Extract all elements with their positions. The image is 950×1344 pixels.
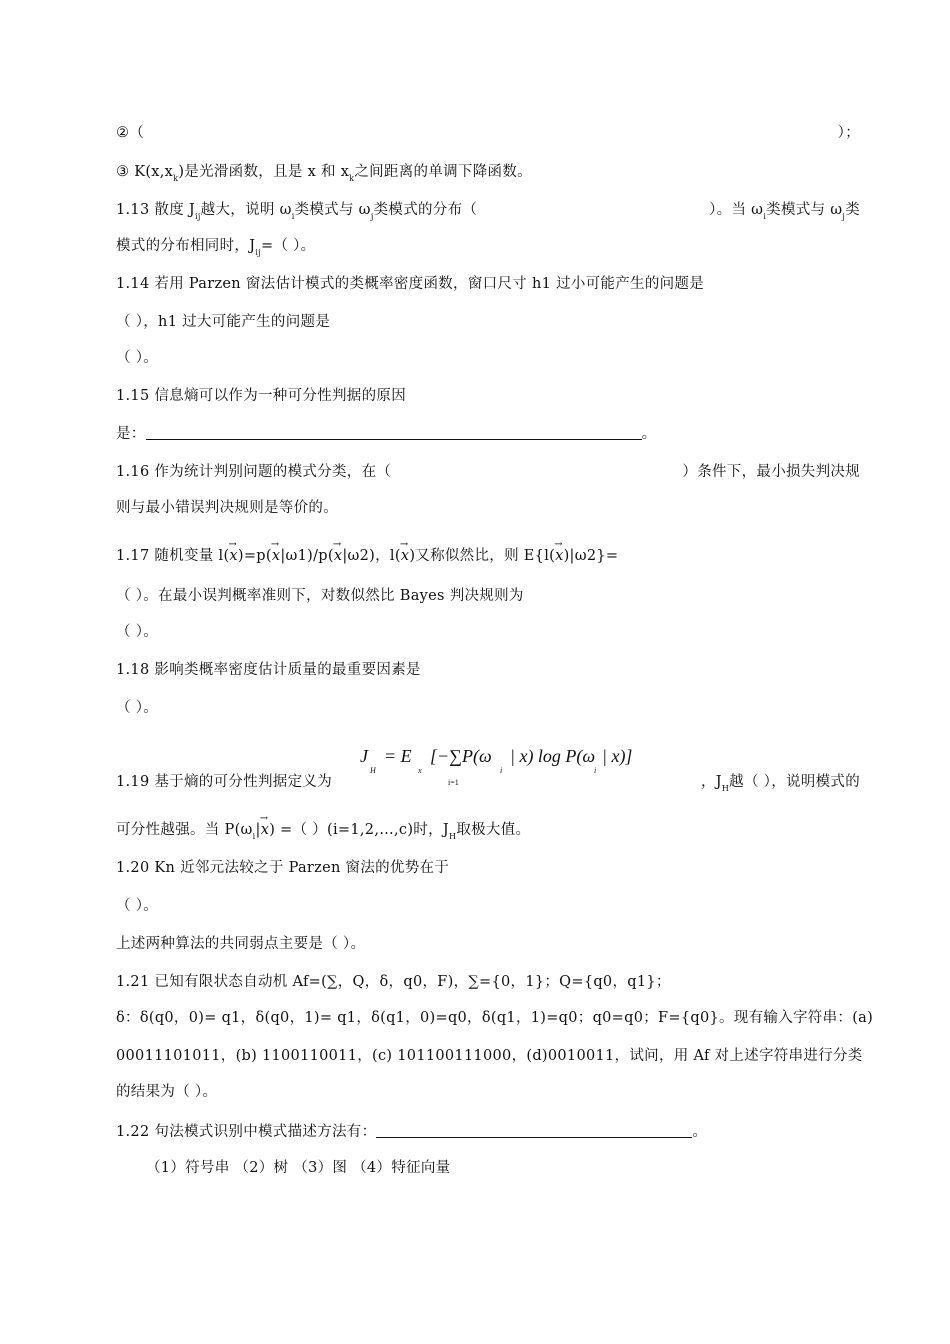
q117-line3: （ ）。 [116, 624, 159, 640]
formula-sub-i2: i [594, 766, 597, 775]
item-2-close: ）； [837, 125, 860, 141]
item-2-open: ②（ [116, 125, 145, 141]
q119-right [701, 772, 860, 792]
formula-sub-x: x [418, 766, 422, 775]
item-3-sub-k: k [173, 174, 179, 183]
formula-body: [−∑P(ω [430, 746, 492, 766]
q118-line1: 1.18 影响类概率密度估计质量的最重要因素是 [116, 662, 421, 678]
q122-answer-blank [376, 1123, 692, 1138]
formula-j: J [360, 746, 368, 766]
q119-vector-x: → x [261, 820, 269, 840]
q113-text-b: 越大，说明 ω [200, 202, 292, 218]
q115-line2 [116, 424, 656, 444]
q121-line1: 1.21 已知有限状态自动机 Af=(∑，Q，δ，q0，F)，∑={0，1}；Q={q0，q1}； [116, 974, 671, 990]
q119-line2-text-a: 可分性越强。当 P(ω [116, 822, 253, 838]
q120-line1: 1.20 Kn 近邻元法较之于 Parzen 窗法的优势在于 [116, 860, 450, 876]
q119-line2 [116, 820, 530, 840]
q119-line1 [116, 772, 860, 792]
formula-eq: = E [384, 746, 412, 766]
q113-line2 [116, 236, 315, 256]
q116-text-a: 1.16 作为统计判别问题的模式分类，在（ [116, 464, 392, 480]
q117-vector-x-5: → x [555, 546, 563, 566]
q121-line2: δ：δ(q0，0)= q1，δ(q0，1)= q1，δ(q1，0)=q0，δ(q1，1)=q0；q0=q0；F={q0}。现有输入字符串：(a) [116, 1010, 874, 1026]
q119-sub-h: H [721, 784, 730, 793]
q117-vector-x-1: → x [229, 546, 237, 566]
q119-line2-sub-i: i [252, 832, 256, 841]
q113-sub-j: j [370, 212, 374, 221]
q114-line2: （ ），h1 过大可能产生的问题是 [116, 314, 331, 330]
q120-line3: 上述两种算法的共同弱点主要是（ ）。 [116, 936, 366, 952]
q122-text: 1.22 句法模式识别中模式描述方法有： [116, 1124, 377, 1140]
formula-sub-i: i [500, 766, 503, 775]
formula-end: | x)] [602, 746, 633, 766]
q122-options: （1）符号串 （2）树 （3）图 （4）特征向量 [146, 1160, 451, 1176]
q113-text-a: 1.13 散度 J [116, 202, 196, 218]
item-3-text-c: 之间距离的单调下降函数。 [354, 164, 532, 180]
formula-mid: | x) log P(ω [510, 746, 596, 766]
q113-line1 [116, 200, 860, 220]
formula-sum-index: i=1 [448, 778, 459, 787]
entropy-formula [356, 742, 636, 787]
q113-text-d: 类模式的分布（ [373, 202, 478, 218]
q113-text-e: ）。当 ω [709, 202, 764, 218]
q117-text-c: |ω1)/p( [280, 548, 334, 564]
q117-vector-x-3: → x [334, 546, 342, 566]
q113-sub-i: i [291, 212, 295, 221]
q117-text-d: |ω2)，l( [342, 548, 401, 564]
q113-sub-i2: i [763, 212, 767, 221]
q117-text-b: )=p( [237, 548, 272, 564]
q117-line1 [116, 546, 618, 566]
item-2-line [116, 123, 860, 143]
q113-sub-ij: ij [195, 212, 201, 221]
item-3-text-a: ③ K(x,x [116, 164, 174, 180]
q119-line2-bar: | [255, 822, 261, 838]
formula-sub-h: H [370, 766, 376, 775]
q115-end: 。 [641, 426, 657, 442]
q115-line1: 1.15 信息熵可以作为一种可分性判据的原因 [116, 388, 406, 404]
item-3-line [116, 162, 532, 182]
q117-vector-x-4: → x [401, 546, 409, 566]
q121-line3: 00011101011，(b) 1100110011，(c) 101100111000，(d)0010011，试问，用 Af 对上述字符串进行分类 [116, 1048, 863, 1064]
q119-line2-text-d: 取极大值。 [456, 822, 531, 838]
q119-line2-sub-h: H [449, 832, 457, 841]
q117-vector-x-2: → x [272, 546, 280, 566]
q120-line2: （ ）。 [116, 898, 159, 914]
q113-line2-text-a: 模式的分布相同时，J [116, 238, 256, 254]
q119-line2-text-c: ) =（ ）(i=1,2,…,c)时，J [269, 822, 450, 838]
item-3-text-b: )是光滑函数，且是 x 和 x [178, 164, 350, 180]
q119-text-a: 1.19 基于熵的可分性判据定义为 [116, 774, 332, 790]
q115-prefix: 是： [116, 426, 146, 442]
q118-line2: （ ）。 [116, 700, 159, 716]
q113-sub-j2: j [842, 212, 846, 221]
q113-right [709, 200, 860, 220]
q116-text-b: ）条件下，最小损失判决规 [682, 464, 860, 480]
q119-text-b: ，J [700, 774, 722, 790]
q117-text-a: 1.17 随机变量 l( [116, 548, 230, 564]
q113-text-c: 类模式与 ω [294, 202, 371, 218]
q113-text-f: 类模式与 ω [766, 202, 843, 218]
q114-line1: 1.14 若用 Parzen 窗法估计模式的类概率密度函数，窗口尺寸 h1 过小可能产生的问题是 [116, 276, 705, 292]
q113-line2-text-b: =（ ）。 [260, 238, 316, 254]
q117-text-f: )|ω2}= [563, 548, 619, 564]
item-3-sub-k2: k [349, 174, 355, 183]
q121-line4: 的结果为（ ）。 [116, 1084, 218, 1100]
q117-text-e: )又称似然比，则 E{l( [409, 548, 556, 564]
q119-text-c: 越（ ），说明模式的 [729, 774, 860, 790]
q114-line3: （ ）。 [116, 350, 159, 366]
q115-answer-blank [146, 425, 642, 440]
q116-line2: 则与最小错误判决规则是等价的。 [116, 500, 338, 516]
q116-line1 [116, 462, 860, 482]
q113-text-g: 类 [845, 202, 860, 218]
q122-line1 [116, 1122, 707, 1142]
q122-end: 。 [692, 1124, 708, 1140]
q117-line2: （ ）。在最小误判概率准则下，对数似然比 Bayes 判决规则为 [116, 588, 524, 604]
q113-line2-sub: ij [255, 248, 261, 257]
